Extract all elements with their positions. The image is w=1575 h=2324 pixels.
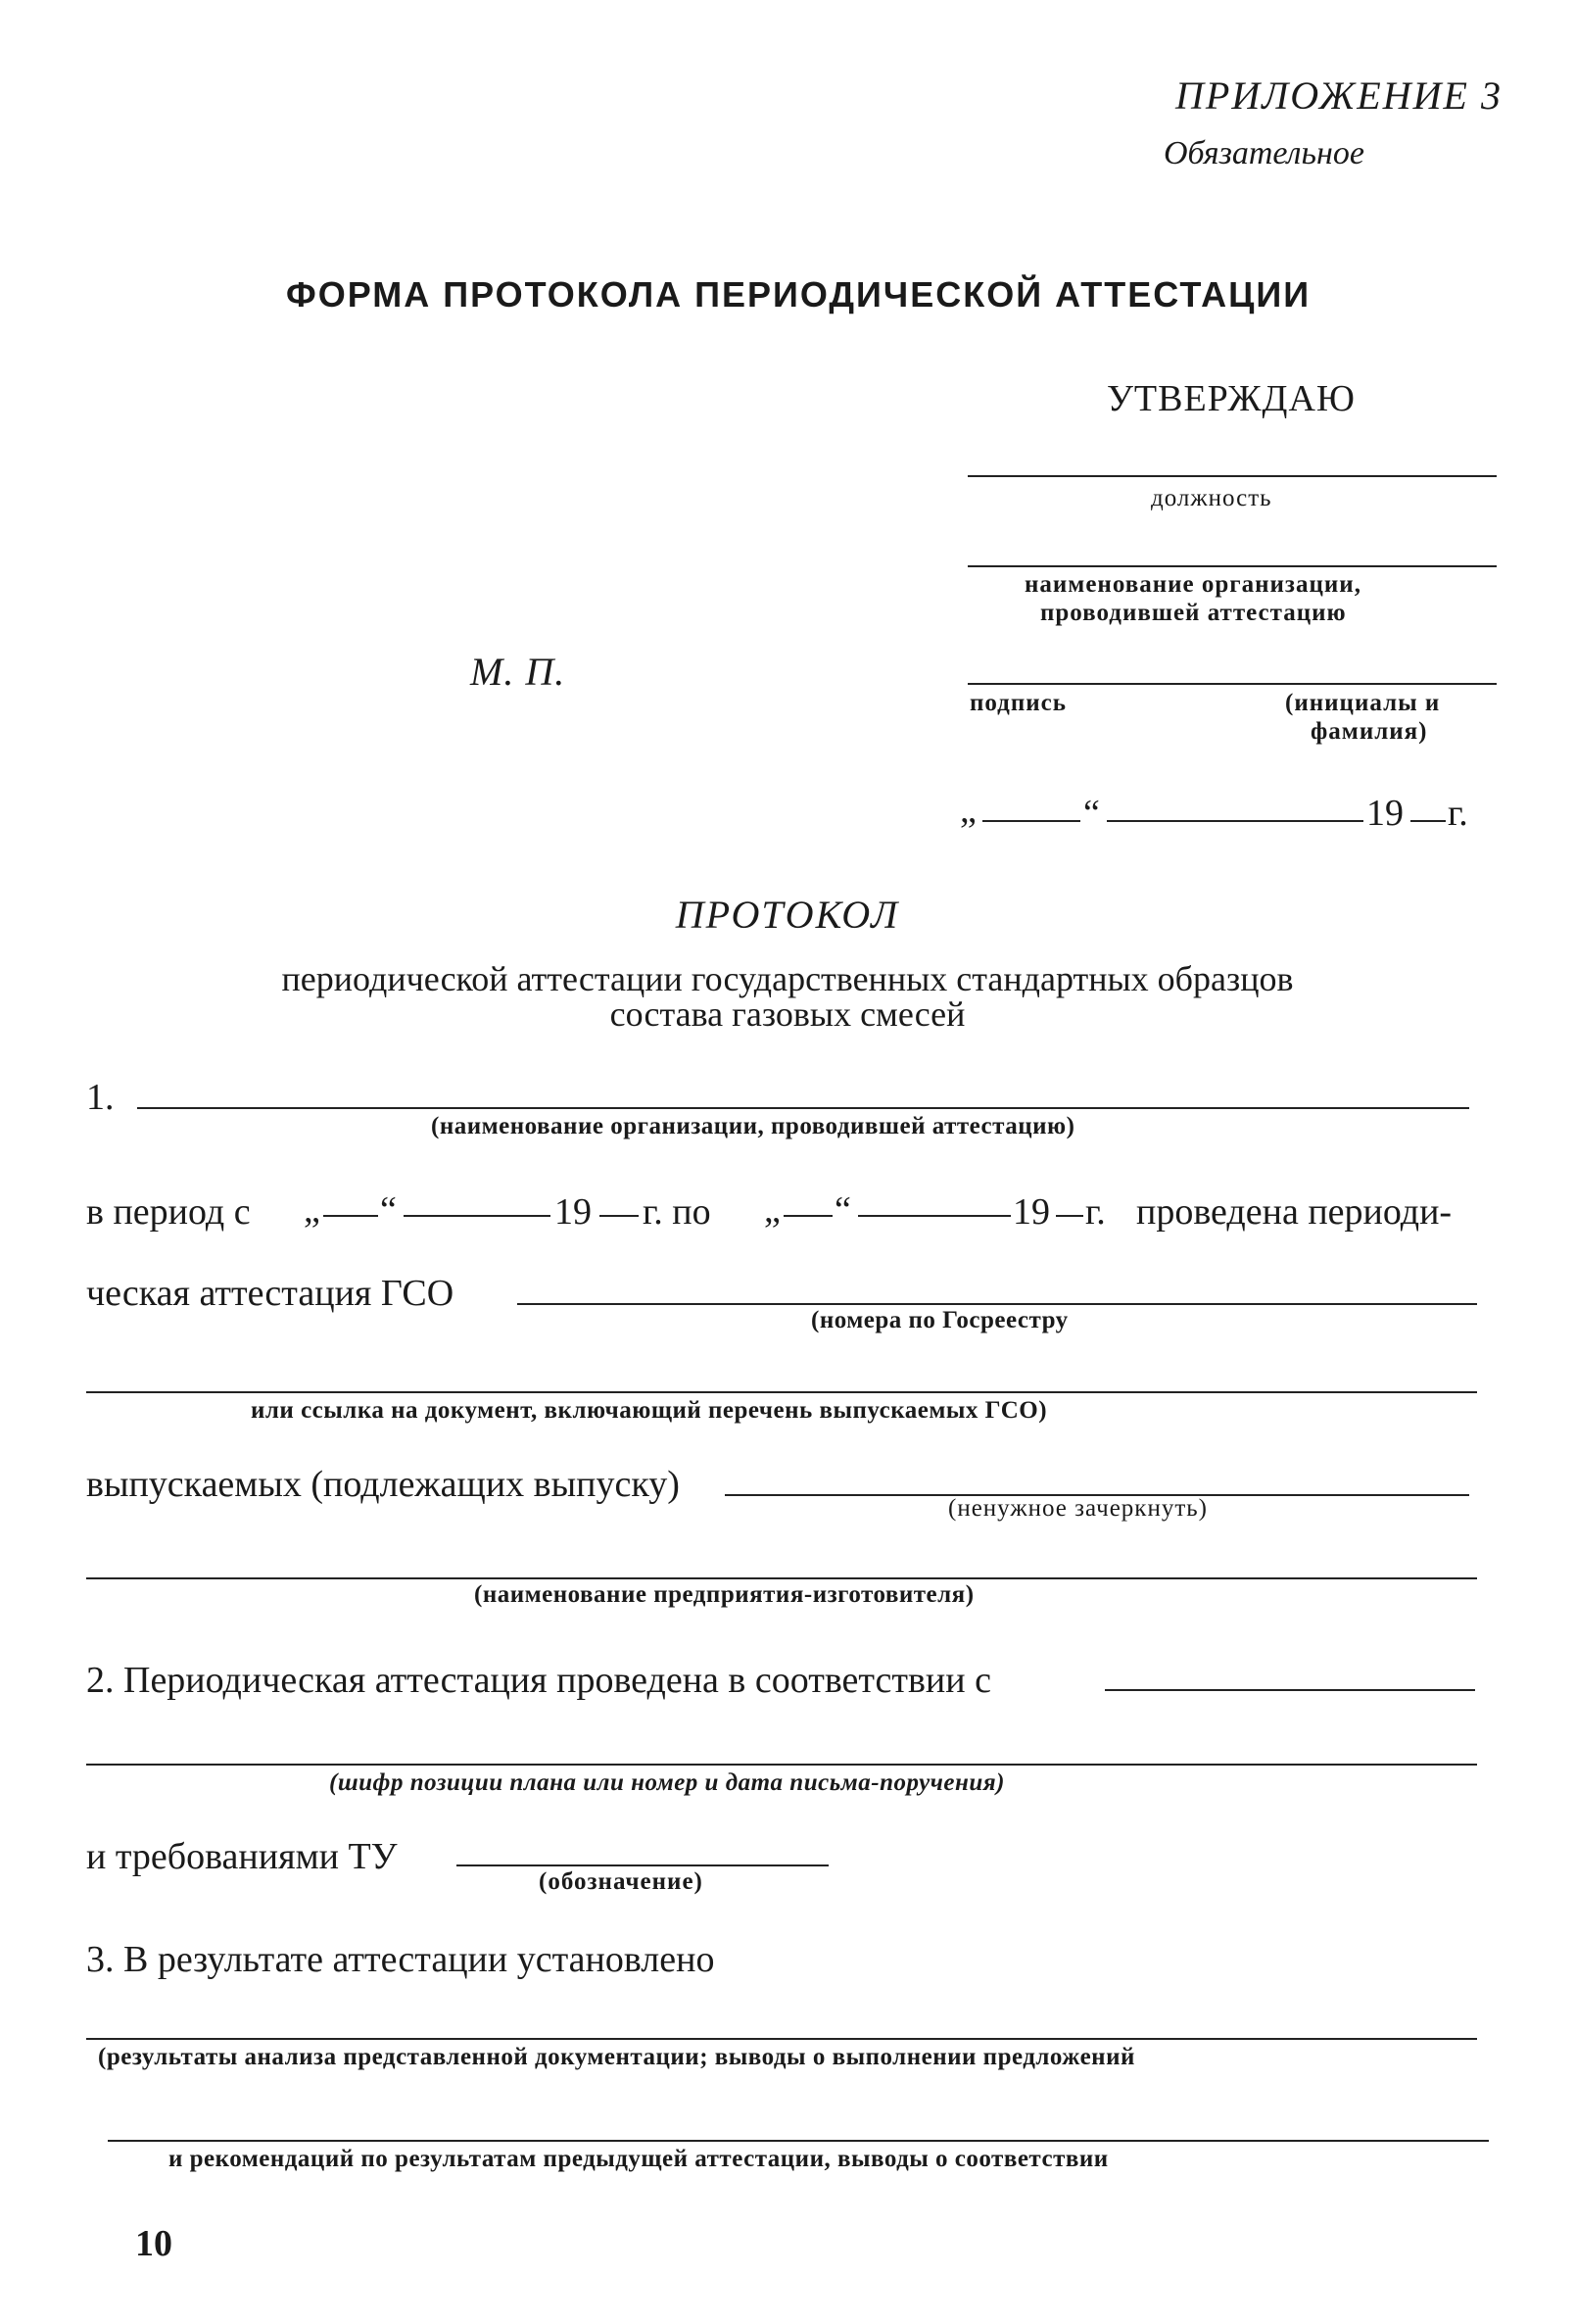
signature-line — [968, 683, 1497, 685]
date-open-quote: „ — [960, 790, 977, 831]
gso-number-line — [517, 1303, 1477, 1305]
initials-hint-1: (инициалы и — [1285, 690, 1441, 716]
results-hint-1: (результаты анализа представленной документации; выводы о выполнении предложений — [98, 2044, 1135, 2070]
certification-gso-label: ческая аттестация ГСО — [86, 1273, 454, 1314]
date-year-line — [1410, 820, 1446, 822]
period-to-day-line — [784, 1215, 833, 1217]
results-line-2 — [108, 2140, 1489, 2142]
tu-designation-hint: (обозначение) — [539, 1868, 703, 1895]
section-2-line — [1105, 1689, 1475, 1691]
period-prefix: в период с — [86, 1191, 251, 1233]
section-3-text: 3. В результате аттестации установлено — [86, 1939, 715, 1980]
mandatory-label: Обязательное — [1164, 135, 1364, 171]
organization-name-hint: (наименование организации, проводившей аттестацию) — [431, 1113, 1075, 1139]
results-hint-2: и рекомендаций по результатам предыдущей аттестации, выводы о соответствии — [168, 2146, 1109, 2172]
appendix-label: ПРИЛОЖЕНИЕ 3 — [1175, 73, 1503, 118]
period-from-open-quote: „ — [304, 1189, 320, 1231]
signature-hint: подпись — [970, 690, 1067, 716]
period-from-close-quote: “ — [380, 1189, 397, 1231]
section-2-text: 2. Периодическая аттестация проведена в соответствии с — [86, 1660, 991, 1701]
released-label: выпускаемых (подлежащих выпуску) — [86, 1464, 680, 1505]
period-to-label: г. по — [643, 1191, 711, 1233]
approve-label: УТВЕРЖДАЮ — [1107, 378, 1356, 419]
initials-hint-2: фамилия) — [1311, 718, 1428, 745]
section-1-number: 1. — [86, 1077, 115, 1118]
period-from-day-line — [323, 1215, 378, 1217]
manufacturer-hint: (наименование предприятия-изготовителя) — [474, 1581, 975, 1608]
period-from-year-line — [599, 1215, 639, 1217]
protocol-title: ПРОТОКОЛ — [675, 893, 900, 937]
period-to-year-suffix: г. — [1085, 1191, 1106, 1233]
period-to-open-quote: „ — [764, 1189, 781, 1231]
plan-code-hint: (шифр позиции плана или номер и дата письма-поручения) — [329, 1769, 1005, 1796]
period-to-year: 19 — [1013, 1191, 1050, 1233]
form-title: ФОРМА ПРОТОКОЛА ПЕРИОДИЧЕСКОЙ АТТЕСТАЦИИ — [286, 274, 1312, 315]
results-line-1 — [86, 2038, 1477, 2040]
date-year-prefix: 19 — [1366, 793, 1404, 834]
tu-designation-line — [456, 1864, 829, 1866]
position-line — [968, 475, 1497, 477]
stamp-label: М. П. — [470, 650, 566, 694]
date-month-line — [1107, 820, 1363, 822]
date-close-quote: “ — [1083, 793, 1100, 834]
date-year-suffix: г. — [1448, 793, 1468, 834]
period-to-close-quote: “ — [835, 1189, 851, 1231]
gso-number-hint: (номера по Госреестру — [811, 1307, 1069, 1333]
organization-hint-2: проводившей аттестацию — [1040, 600, 1347, 626]
organization-name-line — [137, 1107, 1469, 1109]
protocol-subtitle-2: состава газовых смесей — [609, 994, 966, 1034]
date-day-line — [982, 820, 1080, 822]
tu-requirements-label: и требованиями ТУ — [86, 1836, 398, 1877]
gso-document-line — [86, 1391, 1477, 1393]
period-from-year: 19 — [554, 1191, 592, 1233]
period-to-year-line — [1056, 1215, 1083, 1217]
manufacturer-line — [86, 1577, 1477, 1579]
protocol-subtitle-1: периодической аттестации государственных стандартных образцов — [281, 959, 1294, 998]
page-number: 10 — [135, 2223, 172, 2264]
period-to-month-line — [858, 1215, 1011, 1217]
gso-document-hint: или ссылка на документ, включающий перечень выпускаемых ГСО) — [251, 1397, 1048, 1424]
organization-line — [968, 565, 1497, 567]
plan-code-line — [86, 1764, 1477, 1766]
period-from-month-line — [404, 1215, 550, 1217]
strike-out-hint: (ненужное зачеркнуть) — [948, 1495, 1208, 1522]
organization-hint-1: наименование организации, — [1025, 571, 1361, 598]
position-hint: должность — [1151, 485, 1272, 511]
period-suffix: проведена периоди- — [1136, 1191, 1453, 1233]
